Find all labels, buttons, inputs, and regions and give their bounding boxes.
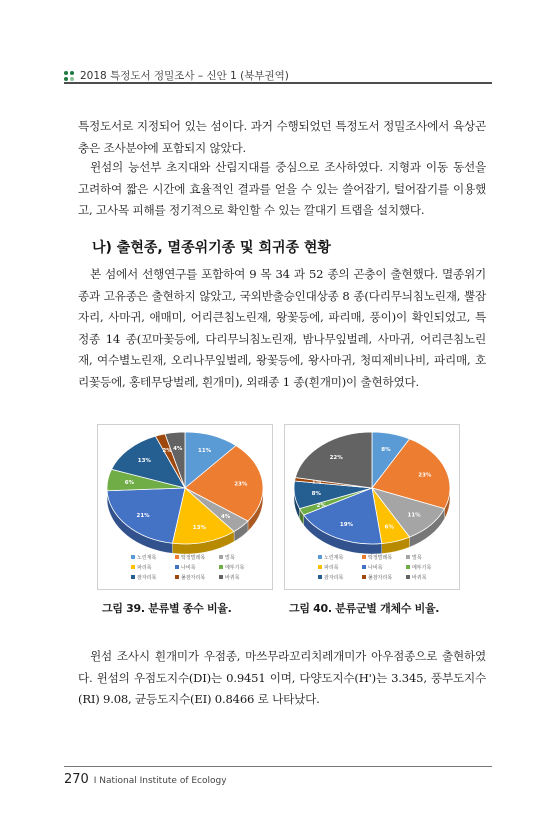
legend-swatch-바퀴목 <box>219 575 223 579</box>
legend-entry-벌목: 벌목 <box>225 555 235 561</box>
footer-rule <box>64 766 492 767</box>
legend-entry-메뚜기목: 메뚜기목 <box>225 565 245 571</box>
running-header <box>64 68 289 83</box>
paragraph-1: 특정도서로 지정되어 있는 섬이다. 과거 수행되었던 특정도서 정밀조사에서 육상곤충은 조사분야에 포함되지 않았다. <box>78 119 486 155</box>
legend-swatch-노린재목 <box>131 555 135 559</box>
legend-swatch-나비목 <box>362 565 366 569</box>
data-label-메뚜기목: 6% <box>124 480 135 487</box>
data-label-파리목: 13% <box>192 524 206 531</box>
figure-39-caption: 그림 39. 분류별 종수 비율. <box>102 602 232 615</box>
legend-swatch-바퀴목 <box>406 575 410 579</box>
legend-swatch-파리목 <box>318 565 322 569</box>
legend-entry-파리목: 파리목 <box>137 565 152 571</box>
legend-swatch-딱정벌레목 <box>175 555 179 559</box>
legend-swatch-딱정벌레목 <box>362 555 366 559</box>
paragraph-3: 본 섬에서 선행연구를 포함하여 9 목 34 과 52 종의 곤충이 출현했다. 멸종위기종과 고유종은 출현하지 않았고, 국외반출승인대상종 8 종(다리무늬침노린재, 뿔잠자리, 사마귀, 애매미, 어리큰침노린재, 왕꽃등에, 파리매, 풍이)이 확인되었고, 특정종 14 종(꼬마꽃등에, 다리무늬침노린재, 밤나무잎벌레, 사마귀, 어리큰침노린재, 여수별노린재, 오리나무잎벌레, 왕꽃등에, 왕사마귀, 청띠제비나비, 파리매, 호리꽃등에, 홍테무당벌레, 흰개미), 외래종 1 종(흰개미)이 출현하였다. <box>78 267 486 389</box>
legend-swatch-노린재목 <box>318 555 322 559</box>
data-label-잠자리목: 13% <box>137 458 151 465</box>
data-label-벌목: 4% <box>220 513 231 520</box>
header-bullet-icon <box>64 71 74 81</box>
figure-40 <box>284 424 460 590</box>
legend-entry-딱정벌레목: 딱정벌레목 <box>368 555 393 561</box>
data-label-잠자리목: 8% <box>311 491 321 498</box>
figure-40-caption: 그림 40. 분류군별 개체수 비율. <box>289 602 440 615</box>
legend-entry-잠자리목: 잠자리목 <box>137 575 157 581</box>
legend-swatch-풀잠자리목 <box>362 575 366 579</box>
legend-entry-바퀴목: 바퀴목 <box>225 575 240 581</box>
legend-swatch-메뚜기목 <box>219 565 223 569</box>
page-number: 270 <box>64 772 89 787</box>
legend-entry-풀잠자리목: 풀잠자리목 <box>368 575 393 581</box>
data-label-바퀴목: 22% <box>329 454 343 461</box>
pie-chart-individual-ratio <box>284 424 460 590</box>
legend-swatch-풀잠자리목 <box>175 575 179 579</box>
legend-entry-풀잠자리목: 풀잠자리목 <box>181 575 206 581</box>
data-label-바퀴목: 4% <box>173 446 183 453</box>
data-label-풀잠자리목: 2% <box>162 447 172 454</box>
header-rule <box>64 82 492 84</box>
paragraph-4: 윈섬 조사시 흰개미가 우점종, 마쓰무라꼬리치레개미가 아우점종으로 출현하였다. 윈섬의 우점도지수(DI)는 0.9451 이며, 다양도지수(H')는 3.345, 풍부도지수(RI) 9.08, 균등도지수(EI) 0.8466 로 나타났다. <box>78 649 486 706</box>
data-label-나비목: 19% <box>339 521 354 528</box>
legend-swatch-나비목 <box>175 565 179 569</box>
data-label-딱정벌레목: 23% <box>418 472 432 479</box>
legend-entry-벌목: 벌목 <box>412 555 422 561</box>
legend-entry-잠자리목: 잠자리목 <box>324 575 344 581</box>
legend-swatch-메뚜기목 <box>406 565 410 569</box>
figure-39 <box>97 424 273 590</box>
legend-entry-파리목: 파리목 <box>324 565 339 571</box>
legend-swatch-파리목 <box>131 565 135 569</box>
legend-swatch-벌목 <box>406 555 410 559</box>
legend-swatch-벌목 <box>219 555 223 559</box>
data-label-딱정벌레목: 23% <box>234 481 248 488</box>
data-label-벌목: 11% <box>407 512 421 519</box>
data-label-노린재목: 8% <box>381 446 391 453</box>
legend-entry-딱정벌레목: 딱정벌레목 <box>181 555 206 561</box>
legend-entry-나비목: 나비목 <box>368 565 383 571</box>
data-label-나비목: 21% <box>136 512 150 519</box>
legend-swatch-잠자리목 <box>131 575 135 579</box>
footer-org: I National Institute of Ecology <box>93 776 227 786</box>
page-footer <box>64 772 227 787</box>
data-label-노린재목: 11% <box>198 448 212 455</box>
section-heading: 나) 출현종, 멸종위기종 및 희귀종 현황 <box>92 240 331 256</box>
data-label-풀잠자리목: 1% <box>311 479 322 486</box>
legend-entry-메뚜기목: 메뚜기목 <box>412 565 432 571</box>
pie-chart-species-ratio <box>97 424 273 590</box>
header-title: 2018 특정도서 정밀조사 – 신안 1 (북부권역) <box>80 70 289 82</box>
legend-entry-나비목: 나비목 <box>181 565 196 571</box>
legend-entry-바퀴목: 바퀴목 <box>412 575 427 581</box>
paragraph-2: 윈섬의 능선부 초지대와 산림지대를 중심으로 조사하였다. 지형과 이동 동선을 고려하여 짧은 시간에 효율적인 결과를 얻을 수 있는 쓸어잡기, 털어잡기를 이용했고, 고사목 피해를 정기적으로 확인할 수 있는 깔대기 트랩을 설치했다. <box>78 160 486 217</box>
data-label-파리목: 6% <box>384 524 395 531</box>
legend-swatch-잠자리목 <box>318 575 322 579</box>
legend-entry-노린재목: 노린재목 <box>324 555 344 561</box>
legend-entry-노린재목: 노린재목 <box>137 555 157 561</box>
data-label-메뚜기목: 2% <box>316 503 326 510</box>
